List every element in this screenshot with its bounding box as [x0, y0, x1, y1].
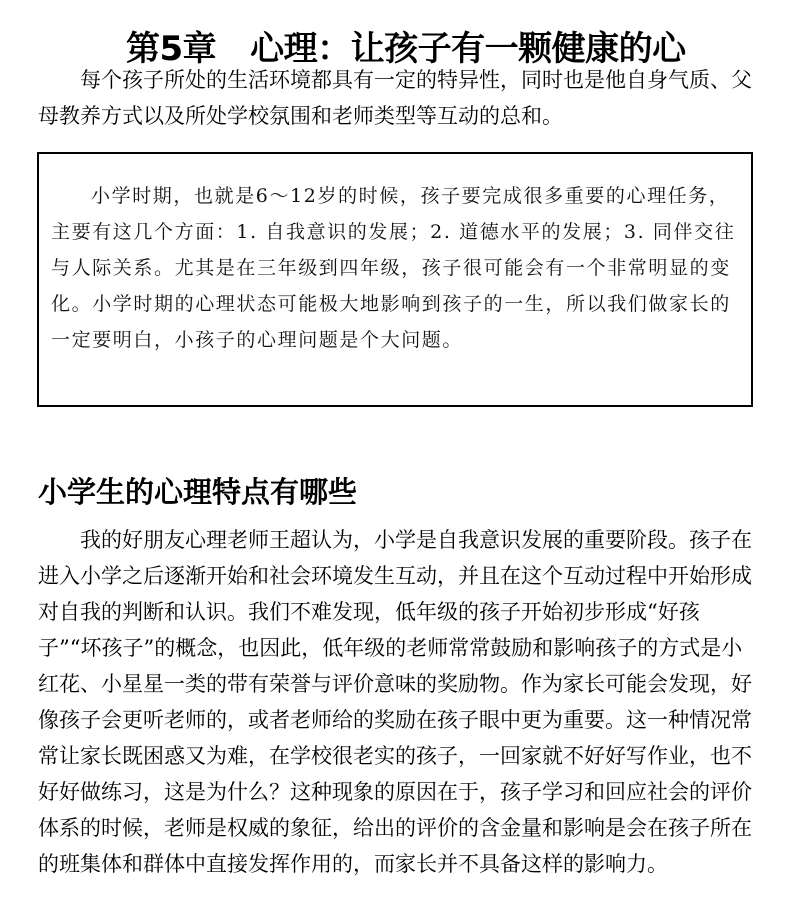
- callout-text: 小学时期，也就是6～12岁的时候，孩子要完成很多重要的心理任务，主要有这几个方面：1. 自我意识的发展；2. 道德水平的发展；3. 同伴交往与人际关系。尤其是在三年级到四年级，孩子很可能会有一个非常明显的变化。小学时期的心理状态可能极大地影响到孩子的一生，所以我们做家长的一定要明白，小孩子的心理问题是个大问题。: [51, 185, 736, 351]
- intro-paragraph: 每个孩子所处的生活环境都具有一定的特异性，同时也是他自身气质、父母教养方式以及所处学校氛围和老师类型等互动的总和。: [38, 68, 752, 128]
- chapter-title-text: 心理：让孩子有一颗健康的心: [250, 28, 686, 69]
- callout-box: [37, 152, 753, 407]
- chapter-number: 第5章: [126, 28, 217, 69]
- section-paragraph: 我的好朋友心理老师王超认为，小学是自我意识发展的重要阶段。孩子在进入小学之后逐渐开始和社会环境发生互动，并且在这个互动过程中开始形成对自我的判断和认识。我们不难发现，低年级的孩子开始初步形成“好孩子”“坏孩子”的概念，也因此，低年级的老师常常鼓励和影响孩子的方式是小红花、小星星一类的带有荣誉与评价意味的奖励物。作为家长可能会发现，好像孩子会更听老师的，或者老师给的奖励在孩子眼中更为重要。这一种情况常常让家长既困惑又为难，在学校很老实的孩子，一回家就不好好写作业，也不好好做练习，这是为什么？这种现象的原因在于，孩子学习和回应社会的评价体系的时候，老师是权威的象征，给出的评价的含金量和影响是会在孩子所在的班集体和群体中直接发挥作用的，而家长并不具备这样的影响力。: [38, 528, 752, 876]
- section-heading: 小学生的心理特点有哪些: [38, 475, 358, 510]
